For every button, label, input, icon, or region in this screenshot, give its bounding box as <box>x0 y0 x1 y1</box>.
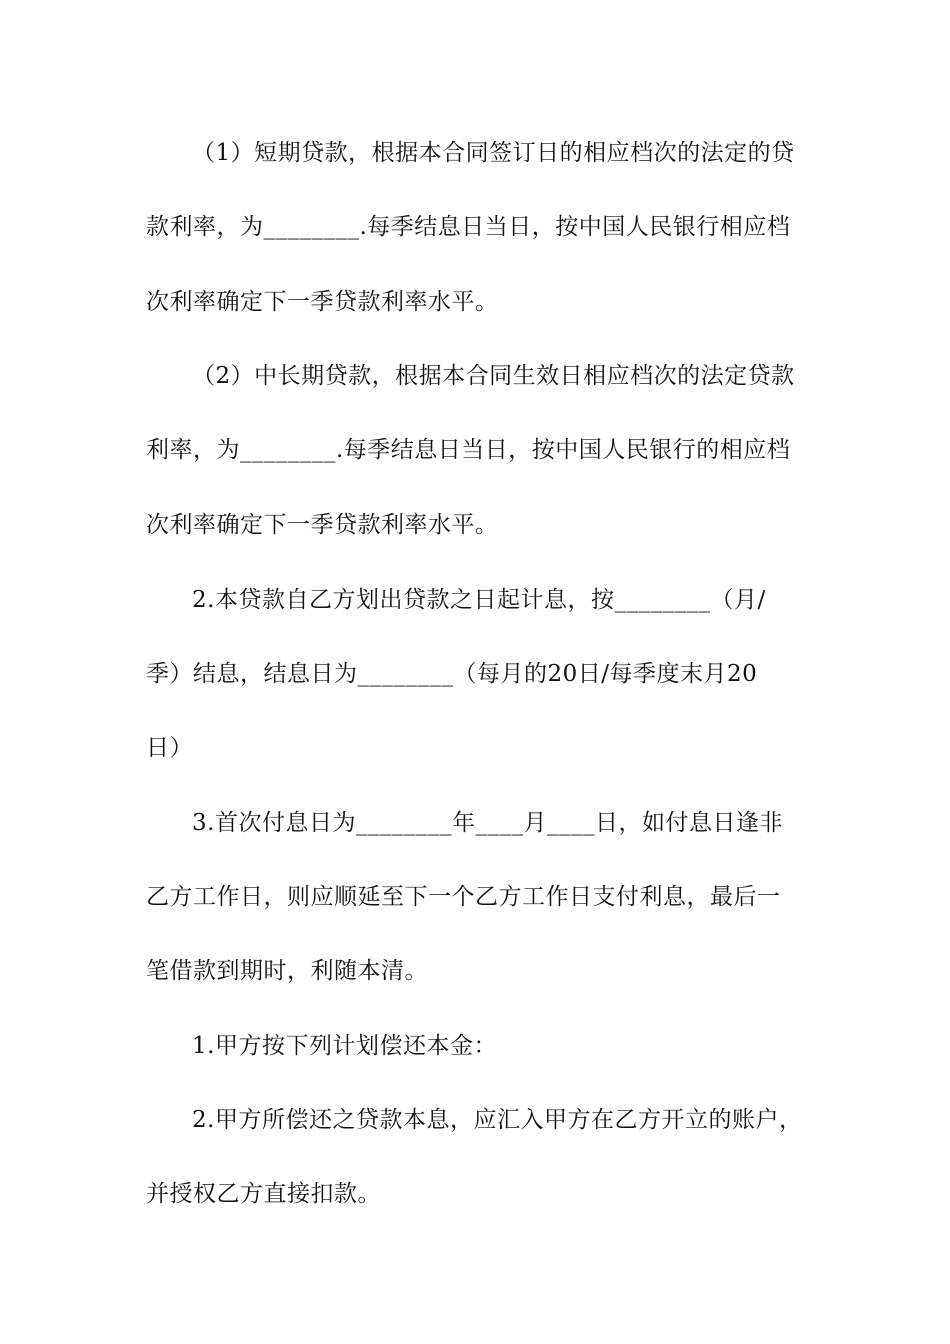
paragraph-short-term-loan-line-3: 次利率确定下一季贷款利率水平。 <box>146 289 499 315</box>
clause-3-payment-date-line-1: 3.首次付息日为________年____月____日，如付息日逢非 <box>192 810 783 836</box>
clause-3-payment-date-line-3: 笔借款到期时，利随本清。 <box>146 958 428 984</box>
clause-3-payment-date-line-2: 乙方工作日，则应顺延至下一个乙方工作日支付利息，最后一 <box>146 884 781 910</box>
clause-2-interest-line-3: 日） <box>146 735 193 761</box>
paragraph-long-term-loan-line-2: 利率，为________.每季结息日当日，按中国人民银行的相应档 <box>146 437 791 463</box>
paragraph-long-term-loan-line-3: 次利率确定下一季贷款利率水平。 <box>146 512 499 538</box>
repayment-clause-1: 1.甲方按下列计划偿还本金： <box>192 1033 497 1059</box>
paragraph-short-term-loan-line-2: 款利率，为________.每季结息日当日，按中国人民银行相应档 <box>146 214 791 240</box>
clause-2-interest-line-1: 2.本贷款自乙方划出贷款之日起计息，按________（月/ <box>192 587 766 613</box>
paragraph-long-term-loan-line-1: （2）中长期贷款，根据本合同生效日相应档次的法定贷款 <box>192 363 795 389</box>
repayment-clause-2-line-1: 2.甲方所偿还之贷款本息，应汇入甲方在乙方开立的账户， <box>192 1107 803 1133</box>
repayment-clause-2-line-2: 并授权乙方直接扣款。 <box>146 1181 381 1207</box>
clause-2-interest-line-2: 季）结息，结息日为________（每月的20日/每季度末月20 <box>146 661 758 687</box>
paragraph-short-term-loan-line-1: （1）短期贷款，根据本合同签订日的相应档次的法定的贷 <box>192 140 795 166</box>
